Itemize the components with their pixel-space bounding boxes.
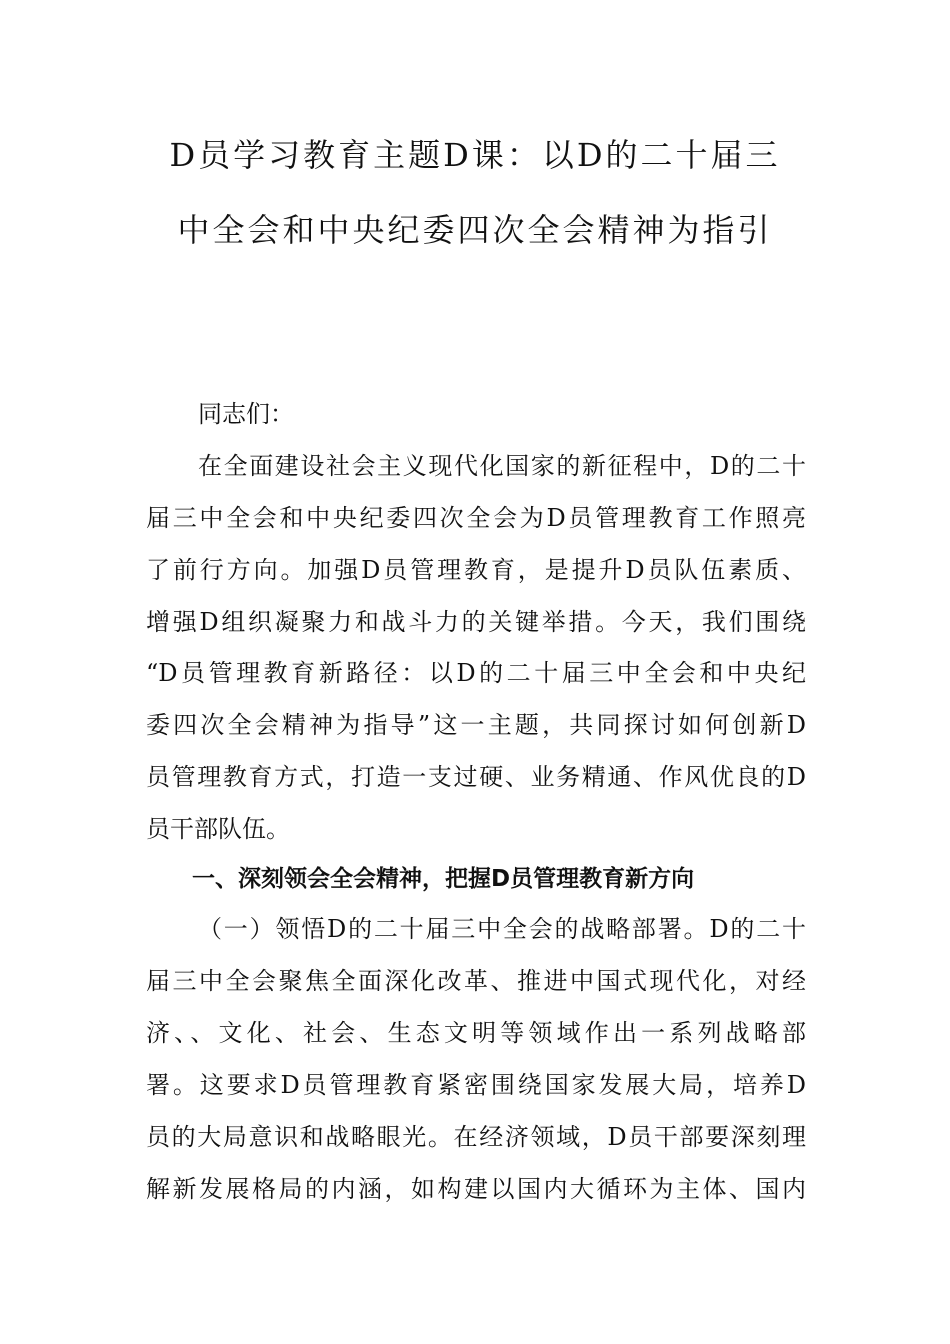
- paragraph-line: 员管理教育方式，打造一支过硬、业务精通、作风优良的D: [146, 763, 806, 791]
- paragraph-line: 署。这要求D员管理教育紧密围绕国家发展大局，培养D: [146, 1071, 806, 1099]
- paragraph-line: 在全面建设社会主义现代化国家的新征程中，D的二十: [198, 452, 806, 480]
- paragraph-line: 解新发展格局的内涵，如构建以国内大循环为主体、国内: [146, 1175, 806, 1203]
- salutation: 同志们：: [198, 400, 294, 428]
- paragraph-line: 员干部队伍。: [146, 815, 290, 843]
- document-title-line-2: 中全会和中央纪委四次全会精神为指引: [177, 211, 773, 249]
- paragraph-line: 增强D组织凝聚力和战斗力的关键举措。今天，我们围绕: [146, 608, 806, 636]
- paragraph-line: 委四次全会精神为指导”这一主题，共同探讨如何创新D: [146, 711, 806, 739]
- paragraph-line: 届三中全会和中央纪委四次全会为D员管理教育工作照亮: [146, 504, 806, 532]
- paragraph-line: “D员管理教育新路径：以D的二十届三中全会和中央纪: [146, 659, 806, 687]
- document-title-line-1: D员学习教育主题D课：以D的二十届三: [169, 136, 781, 174]
- paragraph-line: 了前行方向。加强D员管理教育，是提升D员队伍素质、: [146, 556, 806, 584]
- section-heading: 一、深刻领会全会精神，把握D员管理教育新方向: [192, 866, 695, 892]
- paragraph-line: 届三中全会聚焦全面深化改革、推进中国式现代化，对经: [146, 967, 806, 995]
- paragraph-line: 员的大局意识和战略眼光。在经济领域，D员干部要深刻理: [146, 1123, 806, 1151]
- paragraph-line: （一）领悟D的二十届三中全会的战略部署。D的二十: [198, 915, 806, 943]
- paragraph-line: 济、、文化、社会、生态文明等领域作出一系列战略部: [146, 1019, 806, 1047]
